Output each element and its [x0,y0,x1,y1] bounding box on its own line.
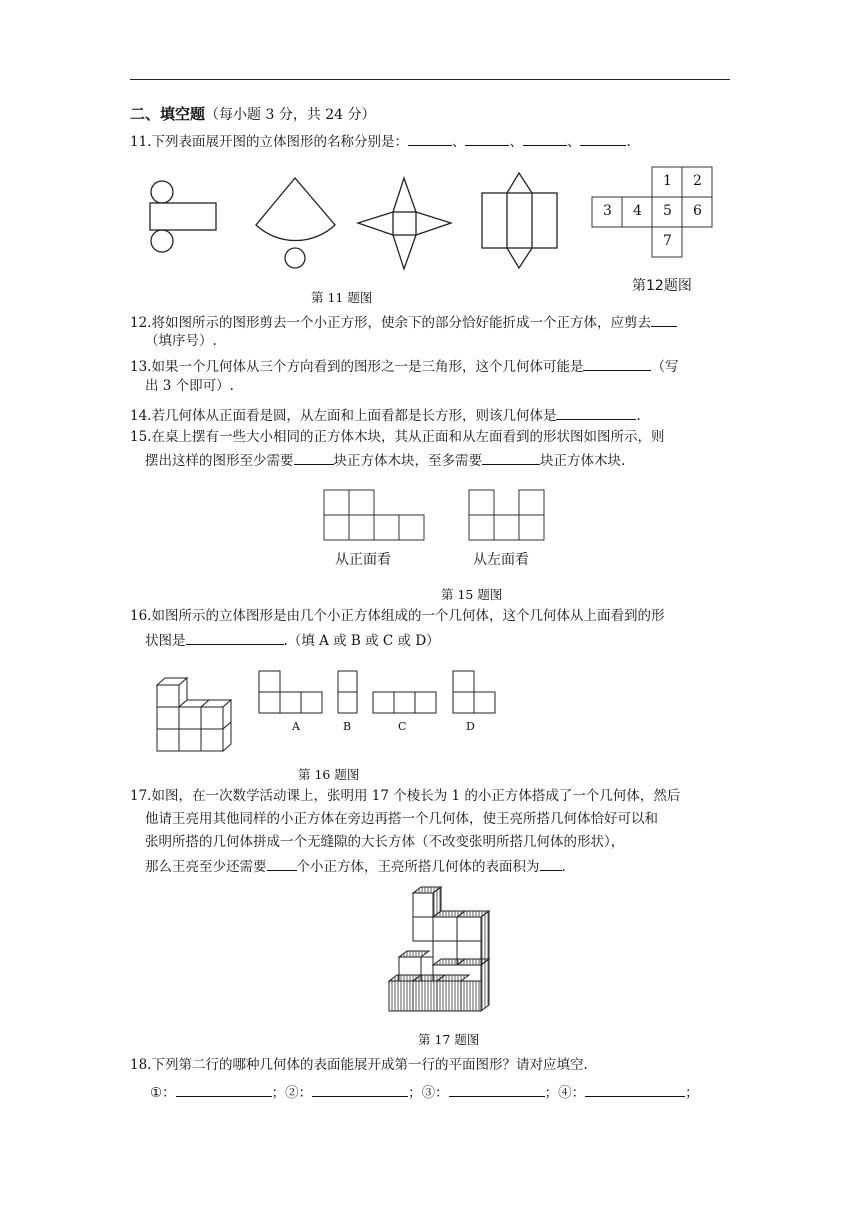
grid-cell-3: 3 [603,203,612,219]
question-15-caption: 第 15 题图 [441,587,503,602]
question-12-line-1: 12.将如图所示的图形剪去一个小正方形，使余下的部分恰好能折成一个正方体，应剪去 [130,312,677,332]
question-11-caption: 第 11 题图 [311,290,373,305]
question-11-figures [130,165,590,280]
grid-cell-6: 6 [693,203,702,219]
option-a-figure [259,671,322,713]
option-d-label: D [466,720,475,733]
option-b-figure [338,671,357,713]
grid-cell-4: 4 [633,203,642,219]
front-view-label: 从正面看 [335,552,391,568]
cone-net [256,178,335,268]
header-rule [130,79,730,80]
question-18-answers: ①： ；②： ；③： ；④： ； [150,1082,699,1102]
question-13-line-1: 13.如果一个几何体从三个方向看到的图形之一是三角形，这个几何体可能是 （写 [130,356,678,376]
pyramid-net [358,178,451,269]
question-17-line-1: 17.如图，在一次数学活动课上，张明用 17 个棱长为 1 的小正方体搭成了一个几何体，然后 [130,788,681,804]
question-15-views [320,488,550,548]
grid-cell-2: 2 [693,173,702,189]
question-17-line-2: 他请王亮用其他同样的小正方体在旁边再搭一个几何体，使王亮所搭几何体恰好可以和 [145,811,658,827]
option-c-figure [373,692,436,713]
question-16-line-1: 16.如图所示的立体图形是由几个小正方体组成的一个几何体，这个几何体从上面看到的形 [130,608,665,624]
question-14-text: 14.若几何体从正面看是圆，从左面和上面看都是长方形，则该几何体是 . [130,405,641,425]
grid-cell-7: 7 [663,233,672,249]
grid-cell-5: 5 [663,203,672,219]
question-15-line-1: 15.在桌上摆有一些大小相同的正方体木块，其从正面和从左面看到的形状图如图所示，则 [130,429,665,445]
question-17-solid [385,883,505,1018]
left-view-label: 从左面看 [473,552,529,568]
question-16-line-2: 状图是 .（填 A 或 B 或 C 或 D） [145,630,440,650]
grid-cell-1: 1 [663,173,672,189]
question-17-line-4: 那么王亮至少还需要 个小正方体，王亮所搭几何体的表面积为 . [145,856,566,876]
solid-3d [157,678,231,751]
option-d-figure [453,671,495,713]
option-a-label: A [292,720,300,733]
question-12-line-2: （填序号）. [145,333,217,349]
question-17-caption: 第 17 题图 [418,1032,480,1047]
section-title: 二、填空题（每小题 3 分，共 24 分） [130,105,376,123]
question-13-line-2: 出 3 个即可）. [145,378,234,394]
cylinder-net [150,181,216,252]
question-16-figures [150,665,500,750]
question-18-line-1: 18.下列第二行的哪种几何体的表面能展开成第一行的平面图形？请对应填空. [130,1057,588,1073]
question-16-caption: 第 16 题图 [298,767,360,782]
option-c-label: C [398,720,407,733]
option-b-label: B [343,720,352,733]
question-12-caption: 第12题图 [632,278,692,294]
question-17-line-3: 张明所搭的几何体拼成一个无缝隙的大长方体（不改变张明所搭几何体的形状）， [145,834,625,850]
question-11-text: 11.下列表面展开图的立体图形的名称分别是： 、 、 、 . [130,131,631,151]
question-15-line-2: 摆出这样的图形至少需要 块正方体木块，至多需要 块正方体木块. [145,450,625,470]
prism-net [482,173,557,268]
